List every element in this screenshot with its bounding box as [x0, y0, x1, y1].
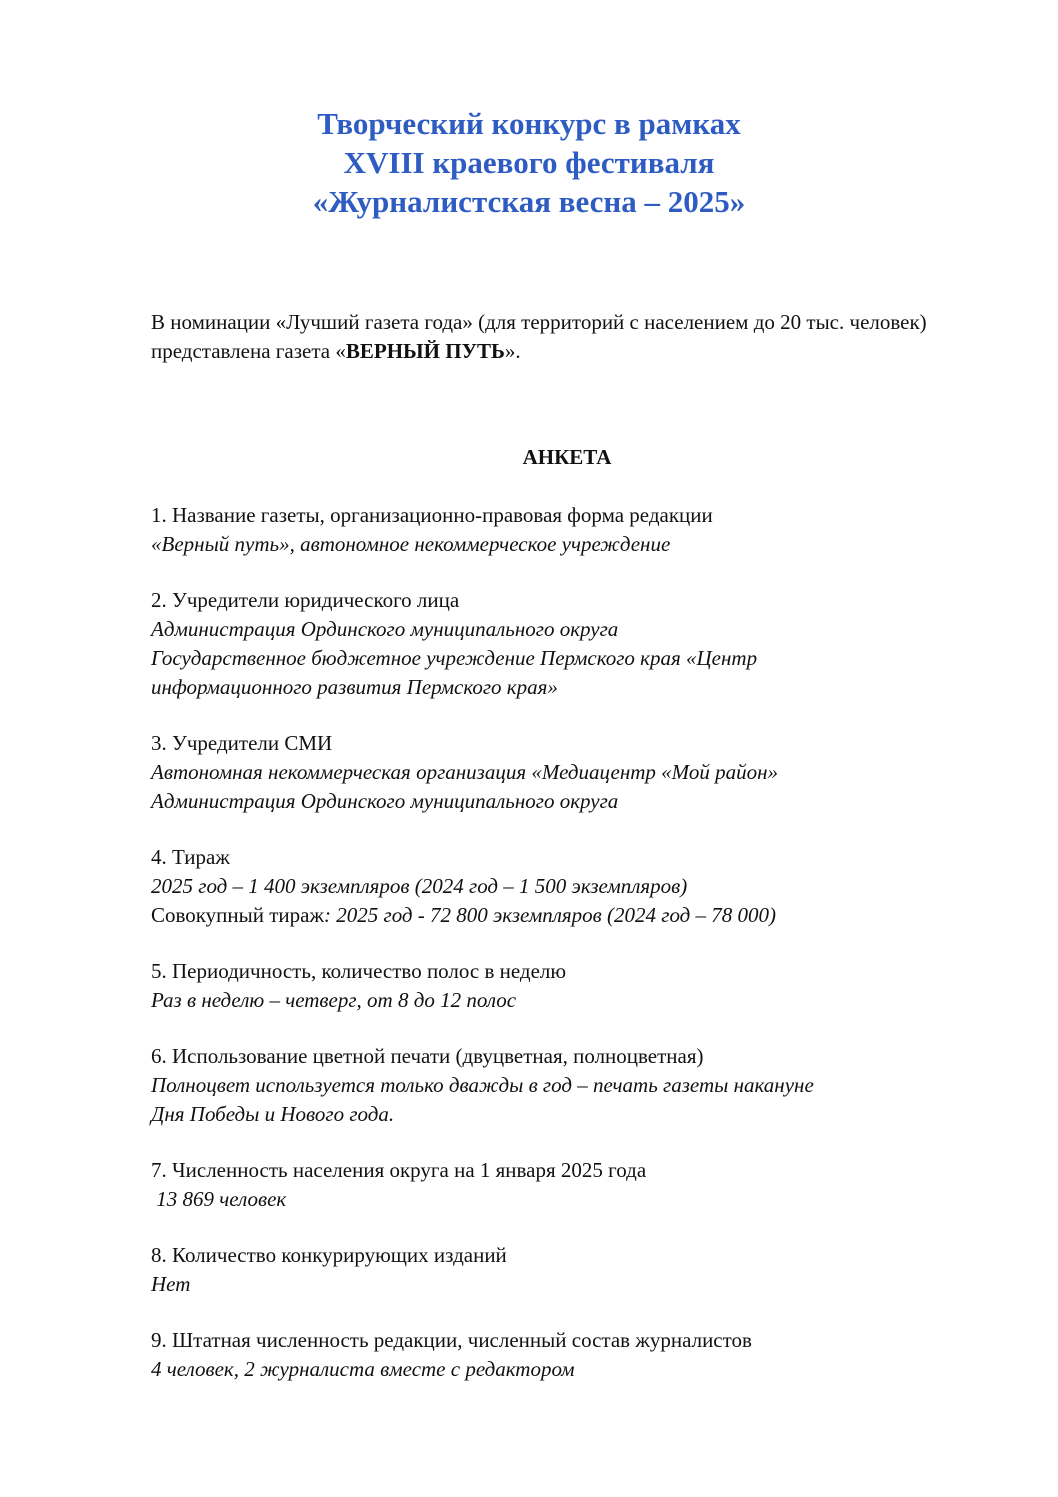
document-title	[76, 104, 1058, 221]
questionnaire-item	[151, 586, 1011, 702]
questionnaire-item	[151, 729, 1011, 816]
intro-text-after: ».	[504, 339, 521, 363]
question: 1. Название газеты, организационно-правовая форма редакции	[151, 503, 713, 527]
question: 9. Штатная численность редакции, численный состав журналистов	[151, 1328, 752, 1352]
total-circulation-label: Совокупный тираж	[151, 903, 325, 927]
questionnaire-list	[151, 501, 1011, 1411]
answer: Раз в неделю – четверг, от 8 до 12 полос	[151, 988, 517, 1012]
questionnaire-heading: АНКЕТА	[522, 445, 612, 469]
answer: Государственное бюджетное учреждение Пермского края «Центр	[151, 646, 758, 670]
answer: 2025 год – 1 400 экземпляров (2024 год – 1 500 экземпляров)	[151, 874, 688, 898]
question: 5. Периодичность, количество полос в неделю	[151, 959, 567, 983]
question: 8. Количество конкурирующих изданий	[151, 1243, 507, 1267]
total-circulation-value: : 2025 год - 72 800 экземпляров (2024 год – 78 000)	[324, 903, 777, 927]
answer: Нет	[151, 1272, 191, 1296]
answer: Дня Победы и Нового года.	[151, 1102, 395, 1126]
total-circulation-line	[151, 901, 1011, 930]
questionnaire-item	[151, 501, 1011, 559]
answer: информационного развития Пермского края»	[151, 675, 558, 699]
answer: Автономная некоммерческая организация «Медиацентр «Мой район»	[151, 760, 779, 784]
question: 6. Использование цветной печати (двуцветная, полноцветная)	[151, 1044, 704, 1068]
intro-text-before: В номинации «Лучший газета года» (для территорий с населением до 20 тыс. человек) представлена газета «	[151, 310, 927, 363]
question: 4. Тираж	[151, 845, 230, 869]
questionnaire-item	[151, 1156, 1011, 1214]
newspaper-name: ВЕРНЫЙ ПУТЬ	[345, 339, 505, 363]
questionnaire-item	[151, 957, 1011, 1015]
question: 3. Учредители СМИ	[151, 731, 333, 755]
answer: «Верный путь», автономное некоммерческое учреждение	[151, 532, 671, 556]
intro-paragraph	[151, 308, 1011, 366]
questionnaire-item	[151, 1326, 1011, 1384]
answer: Администрация Ординского муниципального округа	[151, 789, 619, 813]
question: 2. Учредители юридического лица	[151, 588, 460, 612]
question: 7. Численность населения округа на 1 января 2025 года	[151, 1158, 647, 1182]
questionnaire-item	[151, 1241, 1011, 1299]
answer: Полноцвет используется только дважды в год – печать газеты накануне	[151, 1073, 814, 1097]
questionnaire-item	[151, 1042, 1011, 1129]
title-line-1: Творческий конкурс в рамках	[317, 106, 741, 141]
answer: 4 человек, 2 журналиста вместе с редактором	[151, 1357, 575, 1381]
title-line-2: XVIII краевого фестиваля	[343, 145, 715, 180]
questionnaire-item	[151, 843, 1011, 930]
answer: 13 869 человек	[151, 1187, 287, 1211]
answer: Администрация Ординского муниципального округа	[151, 617, 619, 641]
title-line-3: «Журналистская весна – 2025»	[312, 184, 746, 219]
